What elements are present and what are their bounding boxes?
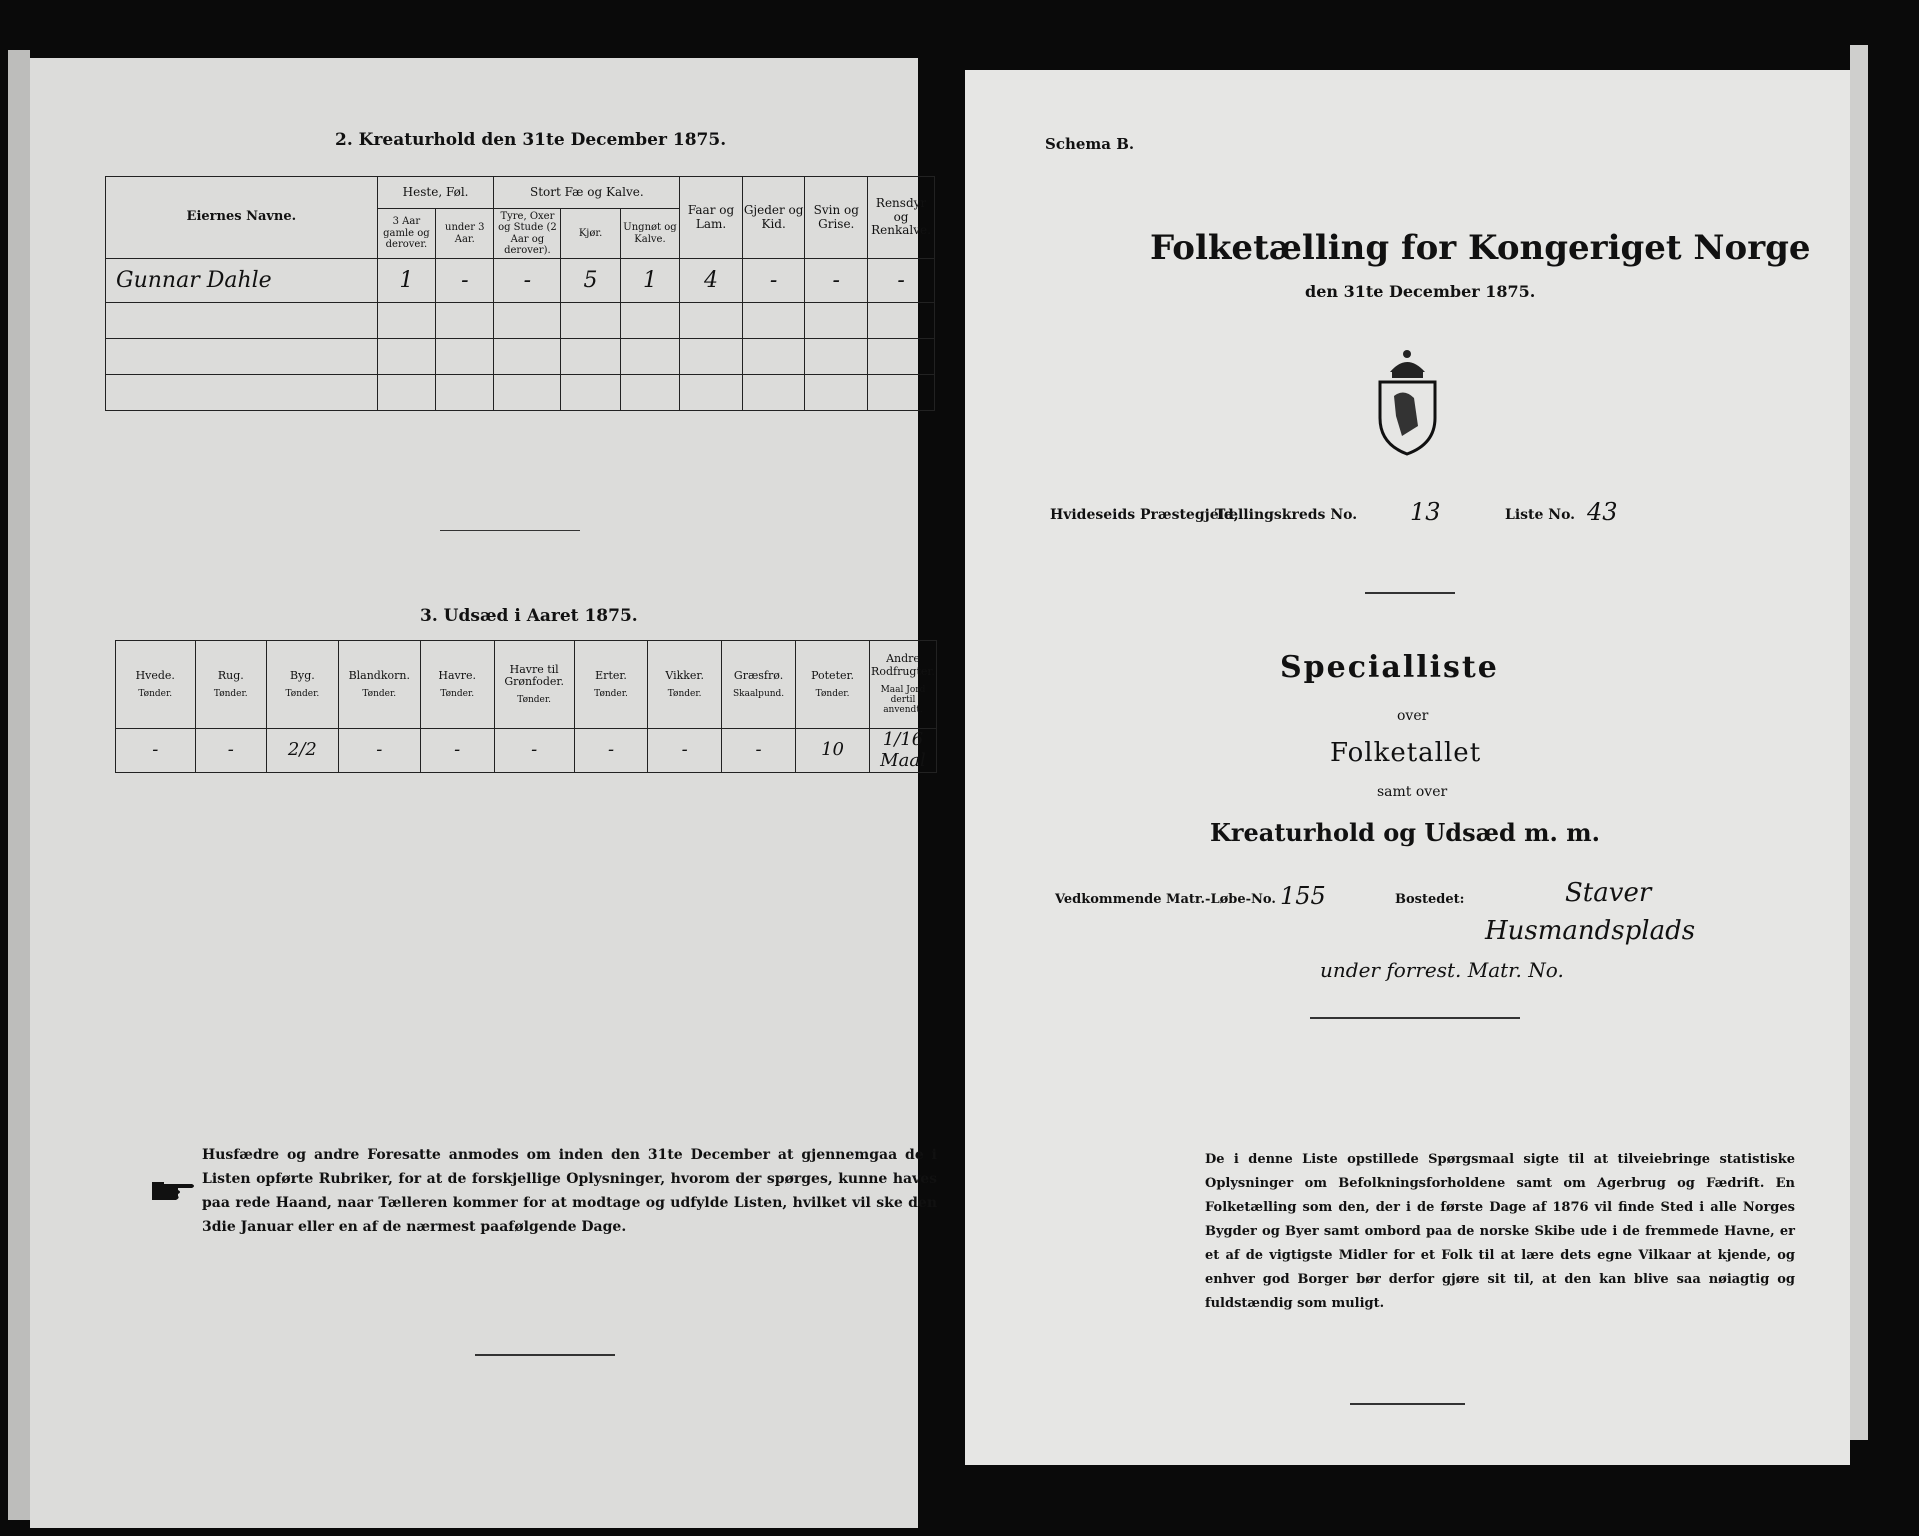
table-row xyxy=(106,303,935,339)
pigs-header: Svin og Grise. xyxy=(805,177,868,259)
table-row xyxy=(106,259,935,303)
cell-goats: - xyxy=(742,259,805,303)
cell-reindeer: - xyxy=(868,259,935,303)
seed-value-cell: - xyxy=(494,729,574,773)
young-cattle-header: Ungnøt og Kalve. xyxy=(620,209,679,259)
footer-text: De i denne Liste opstillede Spørgsmaal sigte til at tilveiebringe statistiske Oplysninger om Befolkningsforholdene samt om Agerbrug og Fædrift. En Folketælling som den, der i de første Dage af 1876 vil finde Sted i alle Norges Bygder og Byer samt ombord paa de norske Skibe ude i de fremmede Havne, er et af de vigtigste Midler for et Folk til at lære dets egne Vilkaar at kjende, og enhver god Borger bør derfor gjøre sit til, at den kan blive saa nøiagtig og fuldstændig som muligt. xyxy=(1205,1152,1795,1311)
seed-column-header xyxy=(116,641,196,729)
seed-column-name: Vikker. xyxy=(665,669,704,682)
seed-column-header xyxy=(869,641,936,729)
seed-column-unit: Tønder. xyxy=(667,688,702,699)
section-2-title: 2. Kreaturhold den 31te December 1875. xyxy=(335,130,727,150)
seed-value-cell: - xyxy=(338,729,420,773)
norway-coat-of-arms-icon xyxy=(1370,346,1445,456)
seed-value-cell: - xyxy=(721,729,795,773)
main-title: Folketælling for Kongeriget Norge xyxy=(1150,228,1811,268)
cell-pigs: - xyxy=(805,259,868,303)
divider xyxy=(1350,1403,1465,1405)
seed-column-header xyxy=(574,641,648,729)
seed-column-unit: Tønder. xyxy=(594,688,628,699)
seed-column-header xyxy=(195,641,267,729)
seed-column-name: Andre Rodfrugter. xyxy=(871,652,935,678)
seed-column-unit: Tønder. xyxy=(285,688,320,699)
seed-value-cell: 1/16 Maal xyxy=(869,729,936,773)
cell-young-cattle: 1 xyxy=(620,259,679,303)
kreaturhold-heading: Kreaturhold og Udsæd m. m. xyxy=(1210,818,1600,847)
seed-value-cell: 10 xyxy=(796,729,870,773)
district-number: 13 xyxy=(1410,498,1441,526)
seed-column-unit: Tønder. xyxy=(213,688,248,699)
seed-column-name: Byg. xyxy=(289,669,315,682)
list-number: 43 xyxy=(1587,498,1618,526)
bosted-label: Bostedet: xyxy=(1395,892,1465,907)
seed-value-cell: - xyxy=(420,729,494,773)
owner-header: Eiernes Navne. xyxy=(106,177,378,259)
over-text: over xyxy=(1397,708,1429,724)
pointing-hand-icon xyxy=(152,1178,196,1204)
right-page xyxy=(965,70,1850,1465)
bosted-line-1: Staver xyxy=(1565,878,1652,908)
seed-value-cell: - xyxy=(648,729,722,773)
horses-over3-header: 3 Aar gamle og derover. xyxy=(377,209,435,259)
seed-column-header xyxy=(267,641,339,729)
seed-column-name: Poteter. xyxy=(811,669,855,682)
matr-number: 155 xyxy=(1280,882,1326,910)
seed-column-name: Græsfrø. xyxy=(733,669,784,682)
seed-column-name: Erter. xyxy=(595,669,627,682)
stacked-page-edges xyxy=(8,50,30,1520)
horses-header: Heste, Føl. xyxy=(377,177,494,209)
seed-column-header xyxy=(420,641,494,729)
schema-label: Schema B. xyxy=(1045,135,1135,153)
folketallet-heading: Folketallet xyxy=(1330,738,1482,768)
seed-column-header xyxy=(648,641,722,729)
seed-column-name: Blandkorn. xyxy=(348,669,410,682)
list-label: Liste No. xyxy=(1505,507,1576,523)
seed-column-header xyxy=(338,641,420,729)
cell-horses-over3: 1 xyxy=(377,259,435,303)
seed-column-unit: Skaalpund. xyxy=(732,688,785,699)
matr-label: Vedkommende Matr.-Løbe-No. xyxy=(1055,892,1276,907)
bulls-header: Tyre, Oxer og Stude (2 Aar og derover). xyxy=(494,209,561,259)
cell-cows: 5 xyxy=(561,259,620,303)
seed-column-unit: Tønder. xyxy=(138,688,173,699)
specialliste-heading: Specialliste xyxy=(1280,650,1499,685)
livestock-table xyxy=(105,176,935,411)
seed-column-unit: Tønder. xyxy=(362,688,397,699)
table-row xyxy=(106,339,935,375)
reindeer-header: Rensdyr og Renkalve. xyxy=(868,177,935,259)
seed-column-unit: Tønder. xyxy=(815,688,850,699)
seed-column-name: Rug. xyxy=(217,669,244,682)
divider xyxy=(475,1354,615,1356)
seed-column-unit: Tønder. xyxy=(517,694,552,705)
seed-value-cell: 2/2 xyxy=(267,729,339,773)
horses-under3-header: under 3 Aar. xyxy=(436,209,494,259)
page-edge xyxy=(1850,45,1868,1440)
cell-bulls: - xyxy=(494,259,561,303)
district-label: Tællingskreds No. xyxy=(1215,507,1358,523)
cell-sheep: 4 xyxy=(680,259,743,303)
seed-column-name: Havre til Grønfoder. xyxy=(504,662,564,689)
seed-column-header xyxy=(494,641,574,729)
bosted-line-3: under forrest. Matr. No. xyxy=(1320,958,1564,982)
sheep-header: Faar og Lam. xyxy=(680,177,743,259)
seed-column-unit: Tønder. xyxy=(440,688,475,699)
seed-column-name: Havre. xyxy=(438,669,477,682)
bosted-line-2: Husmandsplads xyxy=(1485,916,1696,946)
seed-value-cell: - xyxy=(116,729,196,773)
cattle-header: Stort Fæ og Kalve. xyxy=(494,177,680,209)
cows-header: Kjør. xyxy=(561,209,620,259)
divider xyxy=(440,530,580,531)
seed-column-header xyxy=(721,641,795,729)
seed-column-unit: Maal Jord dertil anvendt. xyxy=(880,684,926,716)
seed-value-cell: - xyxy=(195,729,267,773)
table-row xyxy=(106,375,935,411)
seed-table xyxy=(115,640,937,773)
samt-over-text: samt over xyxy=(1377,784,1448,800)
goats-header: Gjeder og Kid. xyxy=(742,177,805,259)
parish-label: Hvideseids Præstegjeld, xyxy=(1050,507,1239,523)
notice-text: Husfædre og andre Foresatte anmodes om inden den 31te December at gjennemgaa de i Listen opførte Rubriker, for at de forskjellige Oplysninger, hvorom der spørges, kunne haves paa rede Haand, naar Tælleren kommer for at modtage og udfylde Listen, hvilket vil ske den 3die Januar eller en af de nærmest paafølgende Dage. xyxy=(202,1147,937,1235)
left-page xyxy=(30,58,937,1528)
section-3-title: 3. Udsæd i Aaret 1875. xyxy=(420,606,638,626)
census-date: den 31te December 1875. xyxy=(1305,282,1536,301)
divider xyxy=(1365,592,1455,594)
cell-horses-under3: - xyxy=(436,259,494,303)
seed-column-header xyxy=(796,641,870,729)
seed-column-name: Hvede. xyxy=(135,669,175,682)
divider xyxy=(1310,1017,1520,1019)
seed-value-cell: - xyxy=(574,729,648,773)
owner-name: Gunnar Dahle xyxy=(106,259,378,303)
